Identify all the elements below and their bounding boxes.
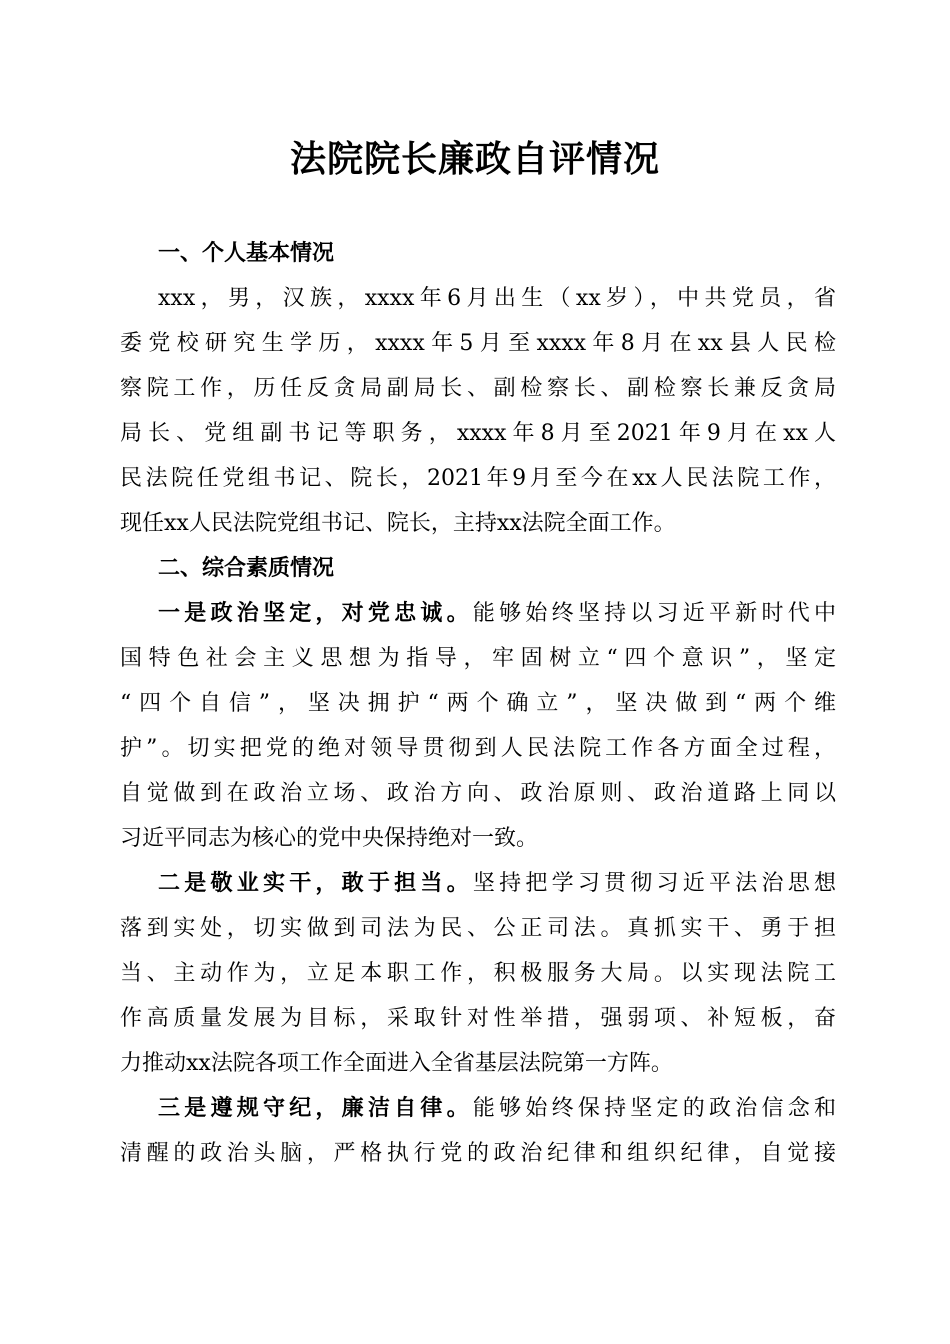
text-line: 国特色社会主义思想为指导，牢固树立“四个意识”，坚定 — [120, 646, 836, 671]
text-line: “四个自信”，坚决拥护“两个确立”，坚决做到“两个维 — [120, 691, 836, 716]
text-segment: 能够始终坚持以习近平新时代中 — [472, 601, 836, 626]
paragraph-discipline — [120, 1086, 836, 1176]
text-line: 察院工作，历任反贪局副局长、副检察长、副检察长兼反贪局 — [120, 376, 836, 401]
section-heading-personal-info: 一、个人基本情况 — [158, 241, 335, 266]
text-segment: 能够始终保持坚定的政治信念和 — [472, 1096, 836, 1121]
paragraph-dedication — [120, 861, 836, 1086]
text-line: 落到实处，切实做到司法为民、公正司法。真抓实干、勇于担 — [120, 916, 836, 941]
document-body — [120, 231, 836, 1176]
text-line: 护”。切实把党的绝对领导贯彻到人民法院工作各方面全过程， — [120, 736, 836, 761]
text-line: xxx，男，汉族，xxxx年6月出生（xx岁），中共党员，省 — [158, 286, 836, 311]
text-line: 作高质量发展为目标，采取针对性举措，强弱项、补短板，奋 — [120, 1006, 836, 1031]
paragraph-personal-info — [120, 276, 836, 546]
document-title: 法院院长廉政自评情况 — [289, 138, 660, 180]
text-line: 委党校研究生学历，xxxx年5月至xxxx年8月在xx县人民检 — [120, 331, 836, 356]
text-line: 局长、党组副书记等职务，xxxx年8月至2021年9月在xx人 — [120, 421, 836, 446]
paragraph-lead: 三是遵规守纪，廉洁自律。 — [158, 1095, 473, 1121]
paragraph-lead: 一是政治坚定，对党忠诚。 — [158, 600, 473, 626]
text-line: 清醒的政治头脑，严格执行党的政治纪律和组织纪律，自觉接 — [120, 1141, 836, 1166]
text-segment: 坚持把学习贯彻习近平法治思想 — [472, 871, 836, 896]
paragraph-political-firmness — [120, 591, 836, 861]
text-line: 当、主动作为，立足本职工作，积极服务大局。以实现法院工 — [120, 961, 836, 986]
text-line: 习近平同志为核心的党中央保持绝对一致。 — [120, 826, 539, 851]
text-line: 力推动xx法院各项工作全面进入全省基层法院第一方阵。 — [120, 1051, 673, 1076]
text-line — [120, 591, 836, 636]
paragraph-lead: 二是敬业实干，敢于担当。 — [158, 870, 473, 896]
text-line: 民法院任党组书记、院长，2021年9月至今在xx人民法院工作， — [120, 466, 836, 491]
section-heading-overall-quality: 二、综合素质情况 — [158, 556, 335, 581]
text-line: 现任xx人民法院党组书记、院长，主持xx法院全面工作。 — [120, 511, 676, 536]
text-line — [120, 861, 836, 906]
text-line: 自觉做到在政治立场、政治方向、政治原则、政治道路上同以 — [120, 781, 836, 806]
text-line — [120, 1086, 836, 1131]
